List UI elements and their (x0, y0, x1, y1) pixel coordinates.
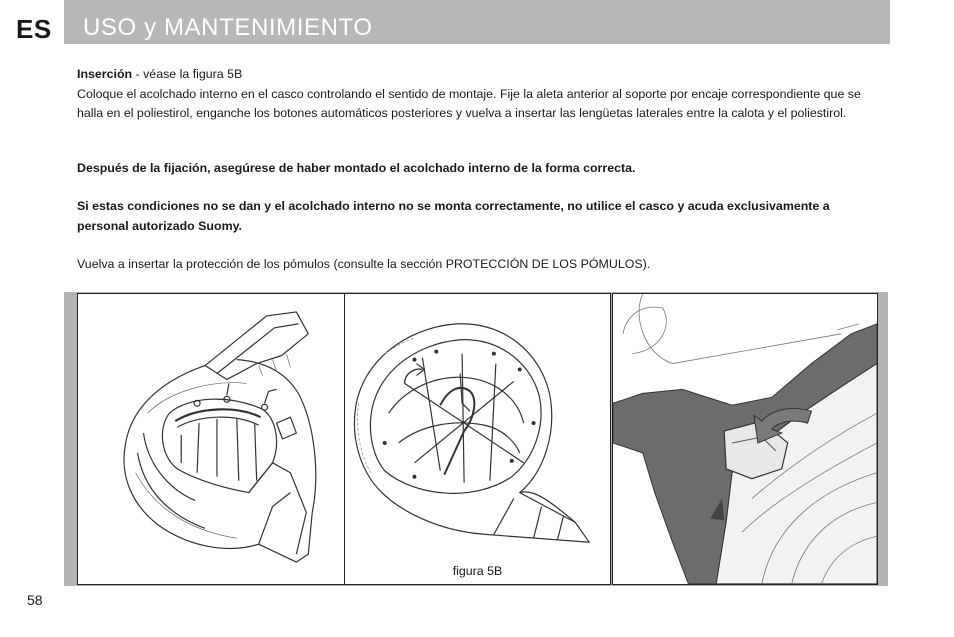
helmet-interior-illustration (345, 294, 610, 584)
figure-panel-tab-closeup (612, 293, 878, 585)
page-number: 58 (27, 592, 43, 608)
cheek-pad-note: Vuelva a insertar la protección de los pómulos (consulte la sección PROTECCIÓN DE LOS PÓMULOS). (77, 257, 651, 271)
insertion-body: Coloque el acolchado interno en el casco controlando el sentido de montaje. Fije la aleta anterior al soporte por encaje correspondiente que se halla en el poliestirol, enganche los botones automáticos posteriores y vuelva a insertar las lengüetas laterales entre la calota y el poliestirol. (77, 86, 861, 120)
insertion-label: Inserción (77, 67, 133, 81)
warning-fixation: Después de la fijación, asegúrese de haber montado el acolchado interno de la forma correcta. (77, 161, 636, 175)
figure-panel-helmet-side (77, 293, 345, 585)
warning-suomy: Si estas condiciones no se dan y el acolchado interno no se monta correctamente, no utilice el casco y acuda exclusivamente a personal autorizado Suomy. (77, 199, 830, 233)
insertion-paragraph (77, 65, 882, 124)
section-title: USO y MANTENIMIENTO (83, 14, 373, 41)
insertion-figure-ref: - véase la figura 5B (132, 67, 243, 81)
section-title-bar (64, 0, 890, 44)
helmet-side-illustration (78, 294, 344, 584)
tab-insertion-closeup-illustration (613, 294, 877, 584)
figure-panel-helmet-interior (344, 293, 611, 585)
language-code: ES (16, 14, 52, 44)
figure-caption: figura 5B (452, 564, 503, 578)
